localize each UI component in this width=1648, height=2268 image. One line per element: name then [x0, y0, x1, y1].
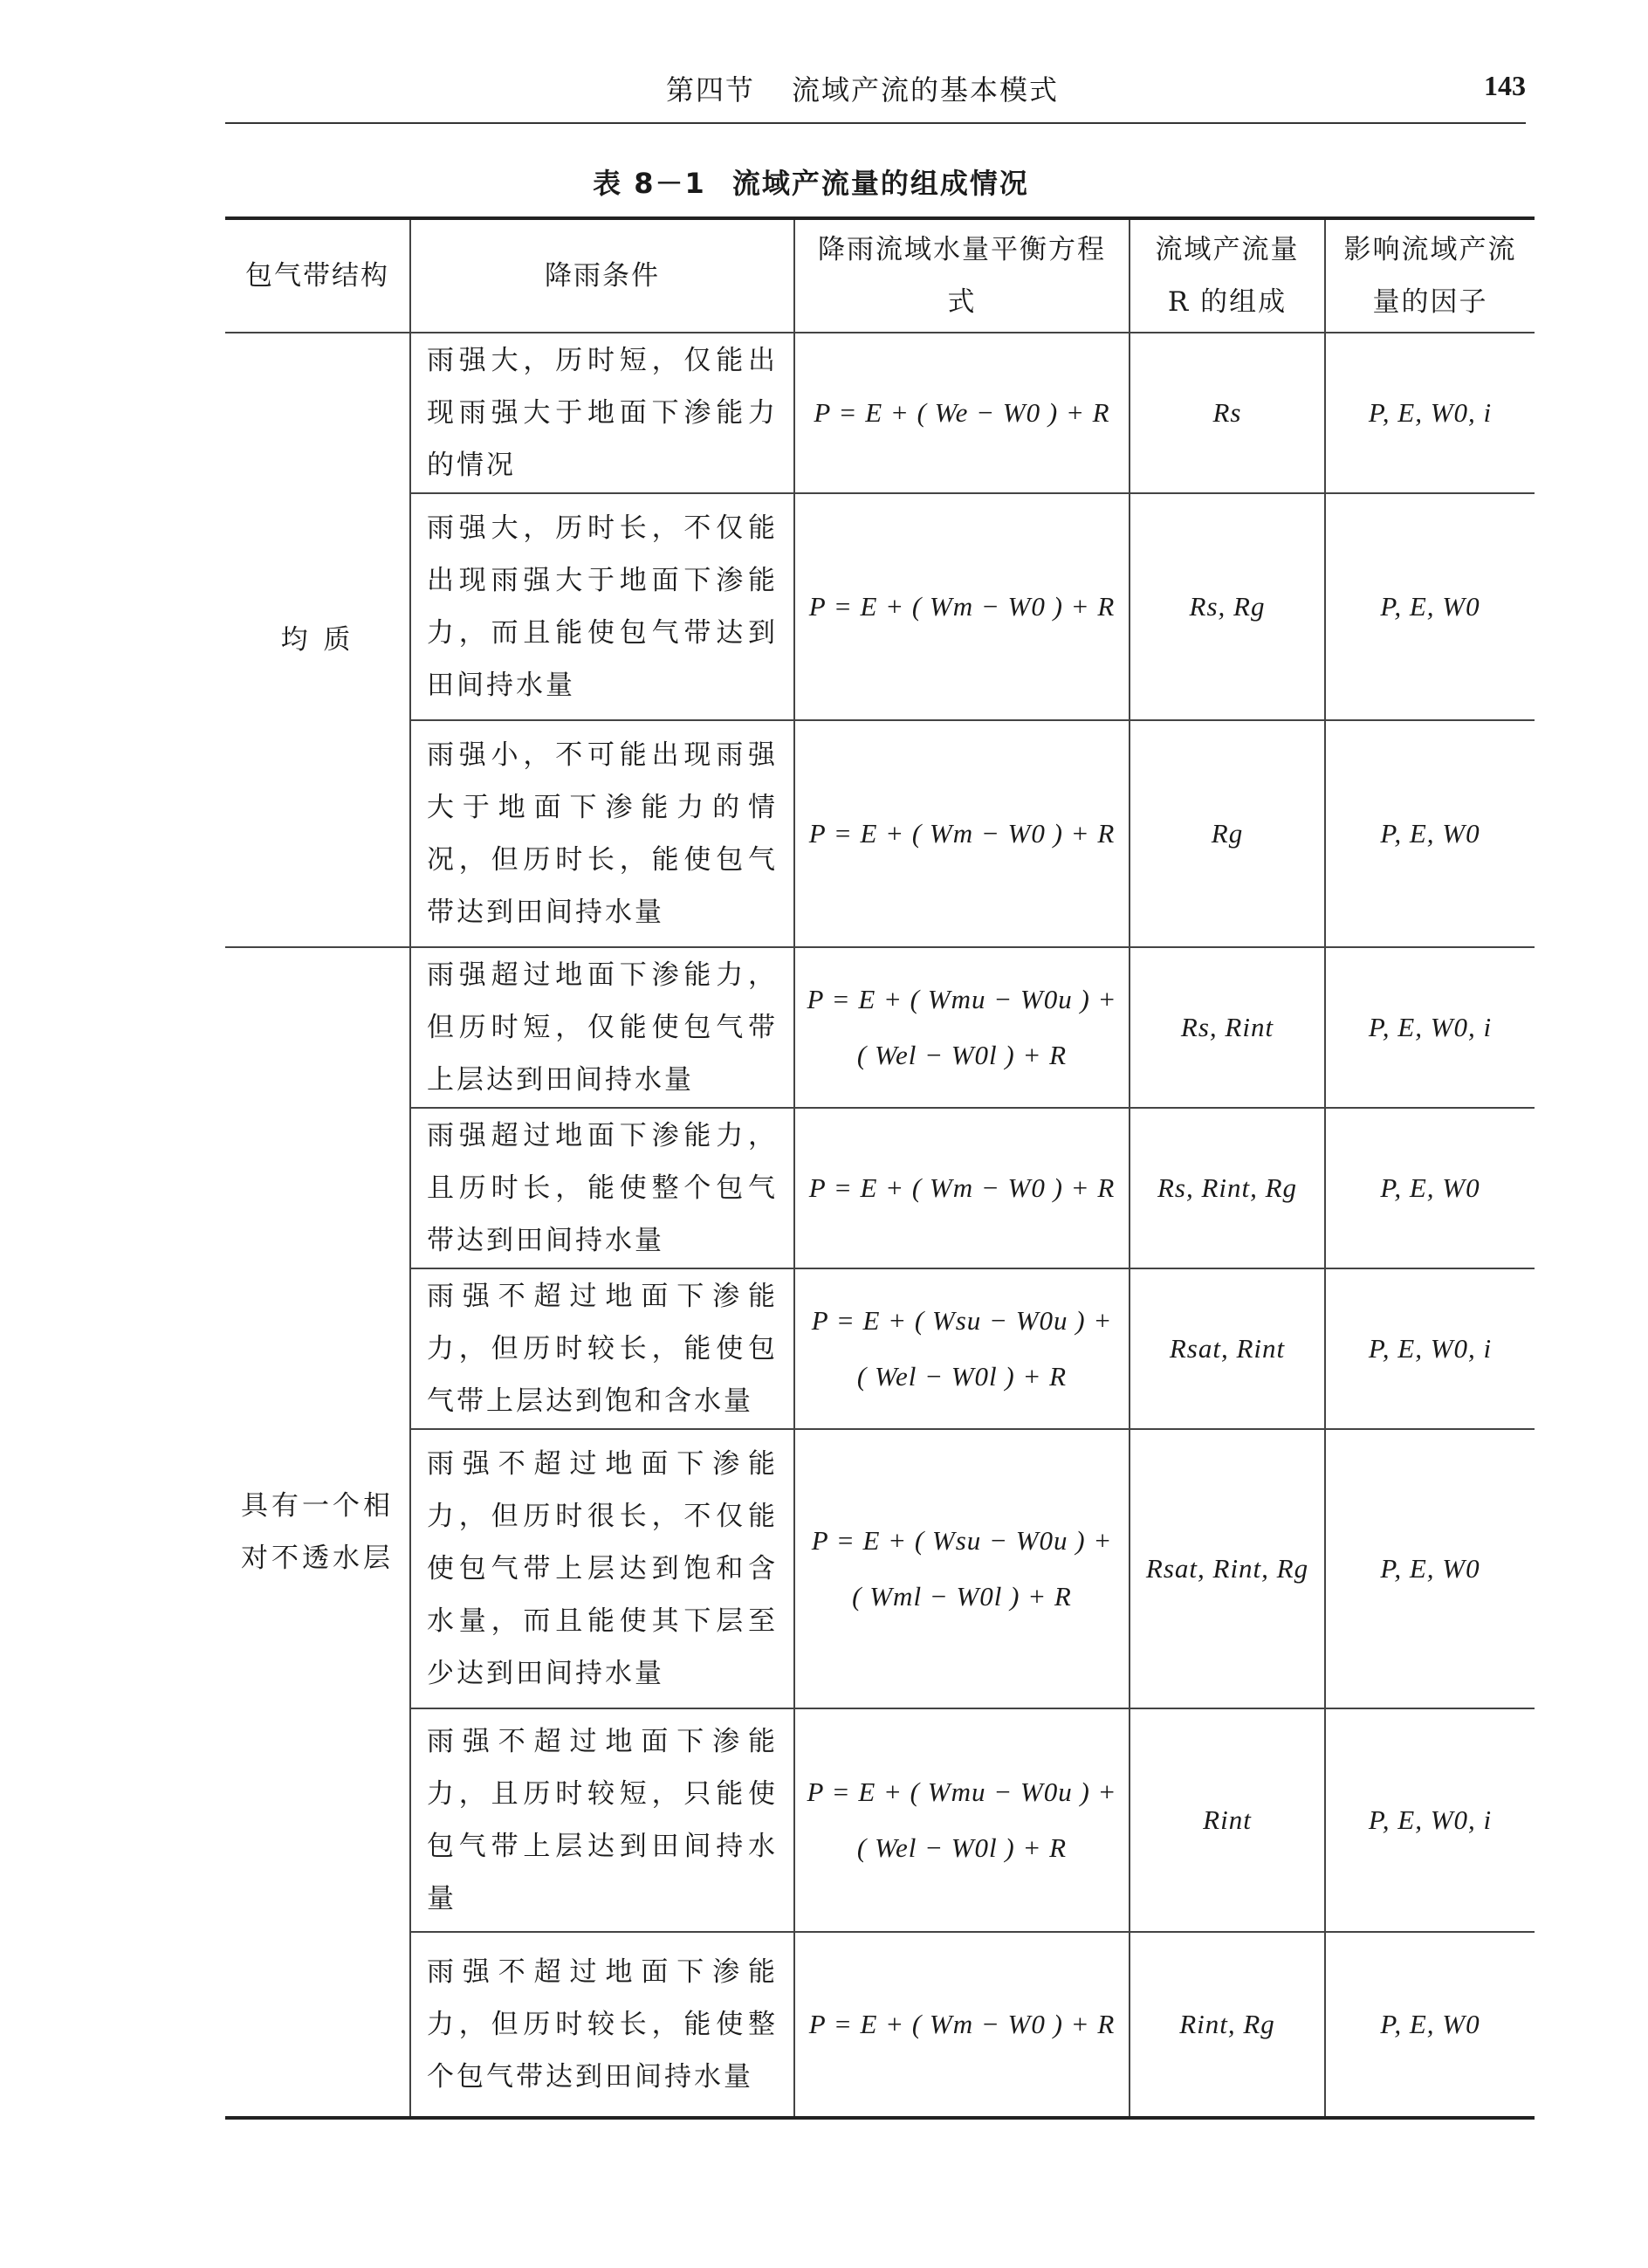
factors-cell: P, E, W0: [1325, 1932, 1535, 2118]
factors-cell: P, E, W0: [1325, 1429, 1535, 1708]
condition-cell: 雨强不超过地面下渗能力，但历时较长，能使整个包气带达到田间持水量: [410, 1932, 794, 2118]
components-cell: Rg: [1130, 720, 1325, 947]
equation-cell: P = E + ( Wm − W0 ) + R: [794, 720, 1130, 947]
condition-cell: 雨强大，历时短，仅能出现雨强大于地面下渗能力的情况: [410, 333, 794, 493]
header-cell: 包气带结构: [225, 218, 410, 333]
equation-cell: P = E + ( Wmu − W0u ) + ( Wel − W0l ) + R: [794, 1708, 1130, 1932]
components-cell: Rint: [1130, 1708, 1325, 1932]
factors-cell: P, E, W0: [1325, 493, 1535, 720]
group-cell-impermeable-layer: 具有一个相对不透水层: [225, 947, 410, 2118]
equation-cell: P = E + ( Wsu − W0u ) + ( Wel − W0l ) + R: [794, 1268, 1130, 1429]
condition-cell: 雨强超过地面下渗能力，且历时长，能使整个包气带达到田间持水量: [410, 1108, 794, 1268]
factors-cell: P, E, W0, i: [1325, 1708, 1535, 1932]
table-row: [225, 1268, 1535, 1429]
condition-cell: 雨强超过地面下渗能力，但历时短，仅能使包气带上层达到田间持水量: [410, 947, 794, 1108]
header-cell: 流域产流量 R 的组成: [1130, 218, 1325, 333]
factors-cell: P, E, W0, i: [1325, 1268, 1535, 1429]
equation-cell: P = E + ( Wm − W0 ) + R: [794, 1108, 1130, 1268]
section-heading: [666, 68, 1095, 108]
page-number: 143: [1484, 70, 1526, 101]
condition-cell: 雨强不超过地面下渗能力，但历时较长，能使包气带上层达到饱和含水量: [410, 1268, 794, 1429]
components-cell: Rsat, Rint, Rg: [1130, 1429, 1325, 1708]
table-header-row: [225, 218, 1535, 333]
equation-cell: P = E + ( Wm − W0 ) + R: [794, 1932, 1130, 2118]
equation-cell: P = E + ( We − W0 ) + R: [794, 333, 1130, 493]
equation-cell: P = E + ( Wmu − W0u ) + ( Wel − W0l ) + R: [794, 947, 1130, 1108]
table-row: [225, 720, 1535, 947]
table-row: [225, 1932, 1535, 2118]
components-cell: Rs, Rg: [1130, 493, 1325, 720]
factors-cell: P, E, W0: [1325, 720, 1535, 947]
runoff-composition-table: [225, 216, 1535, 2120]
components-cell: Rint, Rg: [1130, 1932, 1325, 2118]
table-title: 流域产流量的组成情况: [731, 167, 1029, 200]
components-cell: Rs: [1130, 333, 1325, 493]
condition-cell: 雨强大，历时长，不仅能出现雨强大于地面下渗能力，而且能使包气带达到田间持水量: [410, 493, 794, 720]
factors-cell: P, E, W0: [1325, 1108, 1535, 1268]
header-rule: [225, 122, 1526, 124]
group-cell-homogeneous: 均 质: [225, 333, 410, 947]
running-head: [225, 68, 1526, 120]
header-cell: 降雨条件: [410, 218, 794, 333]
table-row: [225, 947, 1535, 1108]
condition-cell: 雨强小，不可能出现雨强大于地面下渗能力的情况，但历时长，能使包气带达到田间持水量: [410, 720, 794, 947]
table-caption: [0, 162, 1648, 202]
factors-cell: P, E, W0, i: [1325, 947, 1535, 1108]
condition-cell: 雨强不超过地面下渗能力，但历时很长，不仅能使包气带上层达到饱和含水量，而且能使其下层至少达到田间持水量: [410, 1429, 794, 1708]
header-cell: 影响流域产流量的因子: [1325, 218, 1535, 333]
table-row: [225, 1708, 1535, 1932]
table-row: [225, 1108, 1535, 1268]
components-cell: Rs, Rint: [1130, 947, 1325, 1108]
table-row: [225, 1429, 1535, 1708]
header-cell: 降雨流域水量平衡方程式: [794, 218, 1130, 333]
section-number: 第四节: [666, 73, 756, 107]
factors-cell: P, E, W0, i: [1325, 333, 1535, 493]
equation-cell: P = E + ( Wsu − W0u ) + ( Wml − W0l ) + R: [794, 1429, 1130, 1708]
components-cell: Rs, Rint, Rg: [1130, 1108, 1325, 1268]
section-name: 流域产流的基本模式: [792, 73, 1060, 107]
table-row: [225, 493, 1535, 720]
condition-cell: 雨强不超过地面下渗能力，且历时较短，只能使包气带上层达到田间持水量: [410, 1708, 794, 1932]
equation-cell: P = E + ( Wm − W0 ) + R: [794, 493, 1130, 720]
components-cell: Rsat, Rint: [1130, 1268, 1325, 1429]
table-row: [225, 333, 1535, 493]
table-label: 表 8－1: [593, 167, 706, 200]
